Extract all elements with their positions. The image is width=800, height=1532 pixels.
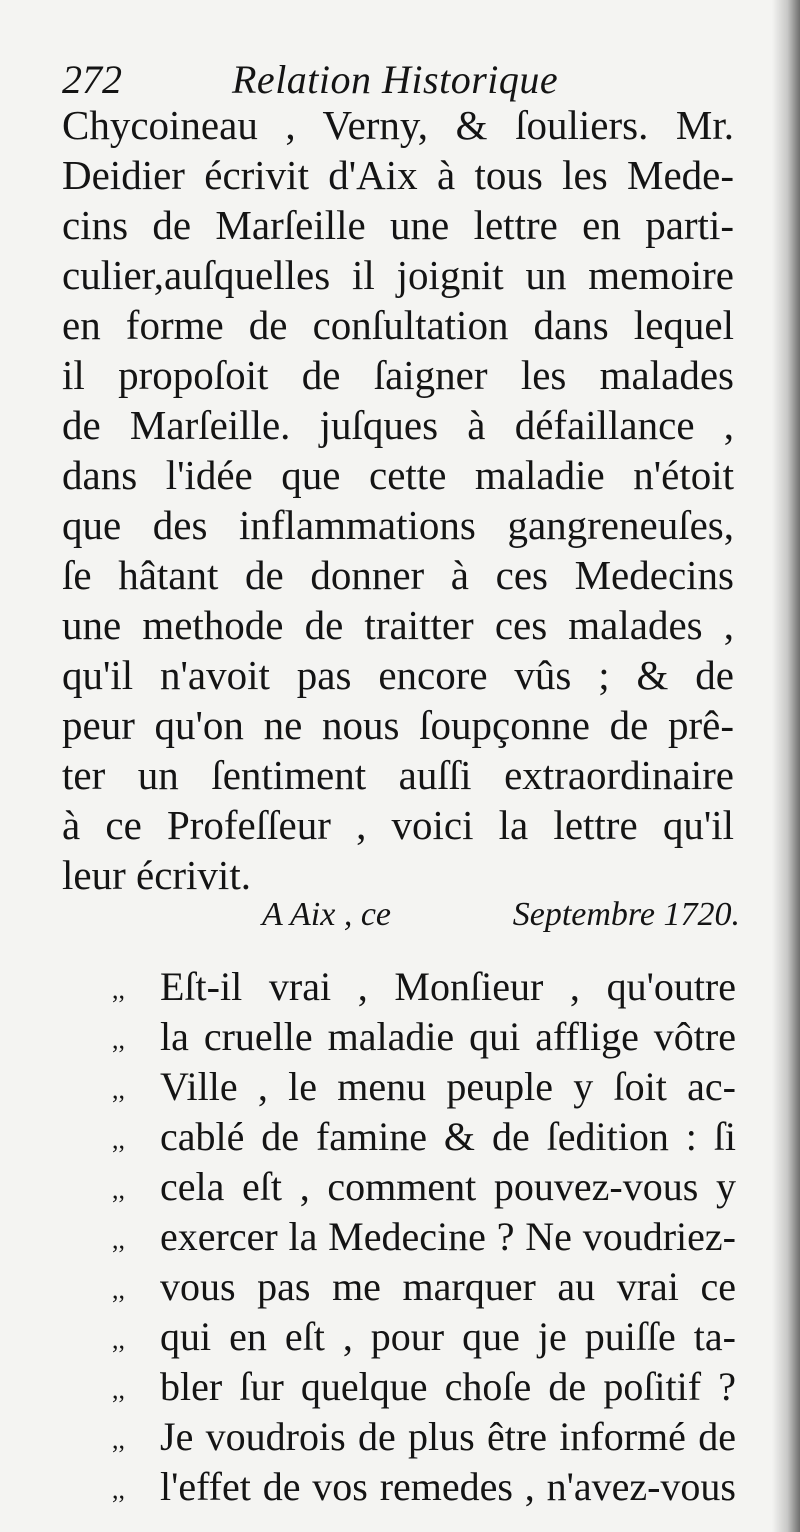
- text-line: Chycoineau , Verny, & ſouliers. Mr.: [62, 102, 734, 148]
- quote-mark: ,,: [112, 1425, 125, 1454]
- letter-line: [112, 1112, 736, 1162]
- text-line: il propoſoit de ſaigner les malades: [62, 352, 734, 398]
- text-line: Deidier écrivit d'Aix à tous les Mede-: [62, 152, 734, 198]
- text-line: à ce Profeſſeur , voici la lettre qu'il: [62, 802, 734, 848]
- text-line: qu'il n'avoit pas encore vûs ; & de: [62, 652, 734, 698]
- letter-dateline: [262, 890, 740, 940]
- quote-mark: ,,: [112, 1075, 125, 1104]
- quote-mark: ,,: [112, 1375, 125, 1404]
- page-number: 272: [62, 57, 122, 102]
- dateline-date: Septembre 1720.: [512, 896, 740, 933]
- text-line: une methode de traitter ces malades ,: [62, 602, 734, 648]
- letter-line-text: Ville , le menu peuple y ſoit ac-: [160, 1064, 736, 1109]
- letter-line-text: cablé de famine & de ſedition : ſi: [160, 1114, 736, 1159]
- letter-line-text: vous pas me marquer au vrai ce: [160, 1264, 736, 1309]
- running-title: Relation Historique: [232, 57, 559, 102]
- letter-line-text: cela eſt , comment pouvez-vous y: [160, 1164, 736, 1209]
- letter-line: [112, 1212, 736, 1262]
- text-line: ſe hâtant de donner à ces Medecins: [62, 552, 734, 598]
- text-line: ter un ſentiment auſſi extraordinaire: [62, 752, 734, 798]
- letter-line-text: Je voudrois de plus être informé de: [160, 1414, 736, 1459]
- quote-mark: ,,: [112, 1275, 125, 1304]
- text-line: cins de Marſeille une lettre en parti-: [62, 202, 734, 248]
- letter-line-text: bler ſur quelque choſe de poſitif ?: [160, 1364, 736, 1409]
- dateline-place: A Aix , ce: [262, 896, 392, 933]
- text-line: leur écrivit.: [62, 852, 251, 898]
- quote-mark: ,,: [112, 1475, 125, 1504]
- quote-mark: ,,: [112, 1125, 125, 1154]
- quoted-letter: [112, 962, 736, 1512]
- quote-mark: ,,: [112, 1025, 125, 1054]
- text-line: peur qu'on ne nous ſoupçonne de prê-: [62, 702, 734, 748]
- letter-line: [112, 1362, 736, 1412]
- letter-line-text: exercer la Medecine ? Ne voudriez-: [160, 1214, 736, 1259]
- letter-line: [112, 1162, 736, 1212]
- letter-line-text: l'effet de vos remedes , n'avez-vous: [160, 1464, 736, 1509]
- binding-shadow: [772, 0, 800, 1532]
- letter-line: [112, 1262, 736, 1312]
- body-paragraph: [62, 100, 734, 900]
- text-line: que des inflammations gangreneuſes,: [62, 502, 734, 548]
- letter-line-text: qui en eſt , pour que je puiſſe ta-: [160, 1314, 736, 1359]
- text-line: culier,auſquelles il joignit un memoire: [62, 252, 734, 298]
- letter-line-text: Eſt-il vrai , Monſieur , qu'outre: [160, 964, 736, 1009]
- letter-line: [112, 1312, 736, 1362]
- text-line: de Marſeille. juſques à défaillance ,: [62, 402, 734, 448]
- text-line: en forme de conſultation dans lequel: [62, 302, 734, 348]
- quote-mark: ,,: [112, 1175, 125, 1204]
- letter-line: [112, 1012, 736, 1062]
- letter-line: [112, 1462, 736, 1512]
- text-line: dans l'idée que cette maladie n'étoit: [62, 452, 734, 498]
- quote-mark: ,,: [112, 975, 125, 1004]
- letter-line: [112, 962, 736, 1012]
- letter-line: [112, 1062, 736, 1112]
- letter-line-text: la cruelle maladie qui afflige vôtre: [160, 1014, 736, 1059]
- quote-mark: ,,: [112, 1325, 125, 1354]
- quote-mark: ,,: [112, 1225, 125, 1254]
- letter-line: [112, 1412, 736, 1462]
